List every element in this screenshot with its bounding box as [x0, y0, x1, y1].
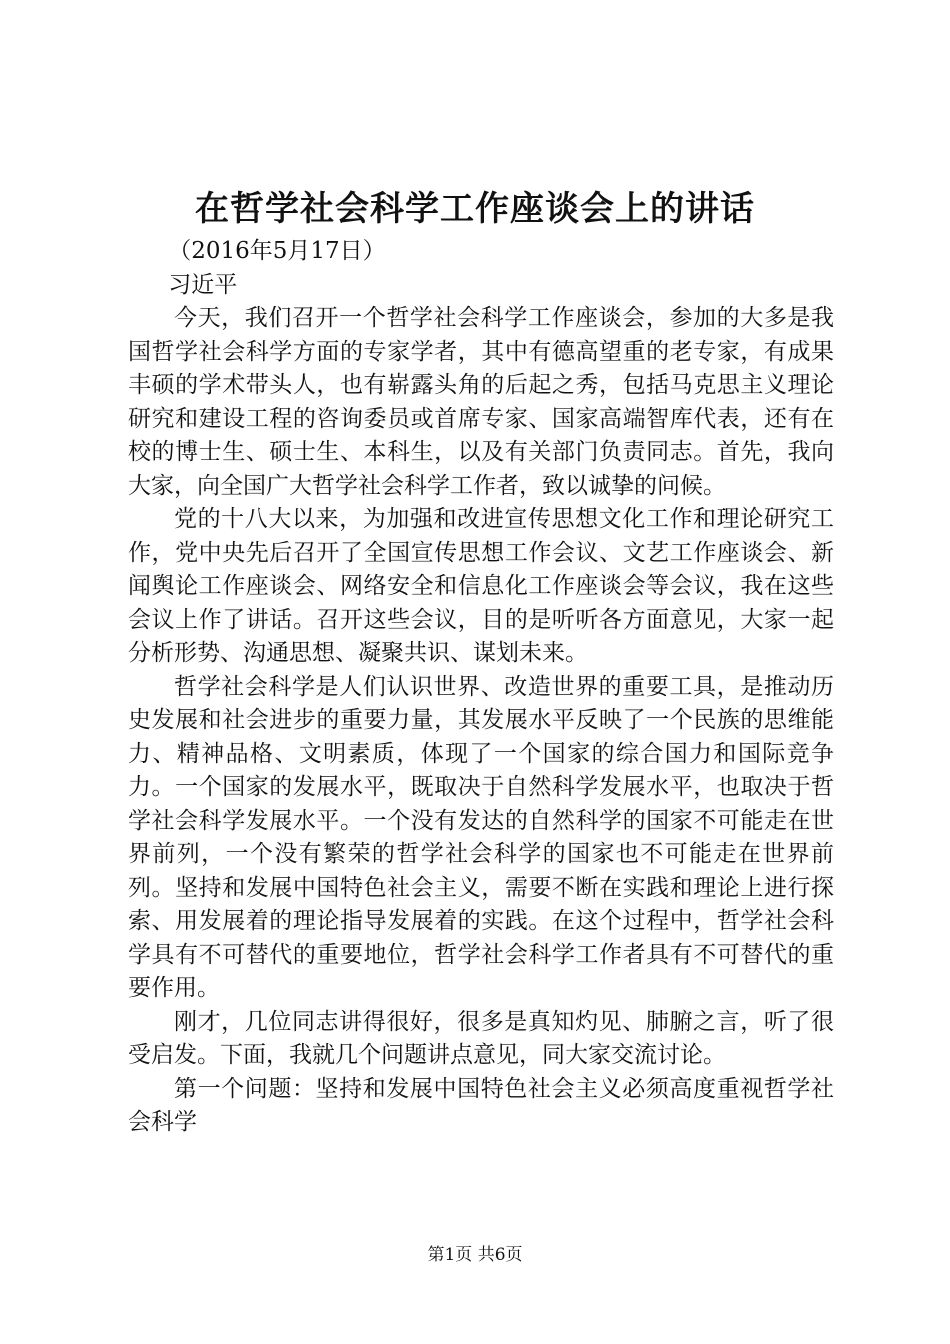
- section-heading-1: 第一个问题：坚持和发展中国特色社会主义必须高度重视哲学社会科学: [128, 1075, 834, 1135]
- paragraph-1: 今天，我们召开一个哲学社会科学工作座谈会，参加的大多是我国哲学社会科学方面的专家学者，其中有德高望重的老专家，有成果丰硕的学术带头人，也有崭露头角的后起之秀，包括马克思主义理论研究和建设工程的咨询委员或首席专家、国家高端智库代表，还有在校的博士生、硕士生、本科生，以及有关部门负责同志。首先，我向大家，向全国广大哲学社会科学工作者，致以诚挚的问候。: [128, 305, 834, 499]
- page-title: 在哲学社会科学工作座谈会上的讲话: [195, 189, 755, 229]
- page-footer: 第1页 共6页: [427, 1245, 523, 1265]
- paragraph-4: 刚才，几位同志讲得很好，很多是真知灼见、肺腑之言，听了很受启发。下面，我就几个问题讲点意见，同大家交流讨论。: [128, 1008, 834, 1068]
- paragraph-2: 党的十八大以来，为加强和改进宣传思想文化工作和理论研究工作，党中央先后召开了全国宣传思想工作会议、文艺工作座谈会、新闻舆论工作座谈会、网络安全和信息化工作座谈会等会议，我在这些会议上作了讲话。召开这些会议，目的是听听各方面意见，大家一起分析形势、沟通思想、凝聚共识、谋划未来。: [128, 506, 834, 666]
- speech-date: （2016年5月17日）: [168, 238, 386, 264]
- document-body: [128, 235, 834, 1140]
- speech-author: 习近平: [168, 271, 238, 298]
- paragraph-3: 哲学社会科学是人们认识世界、改造世界的重要工具，是推动历史发展和社会进步的重要力量，其发展水平反映了一个民族的思维能力、精神品格、文明素质，体现了一个国家的综合国力和国际竞争力。一个国家的发展水平，既取决于自然科学发展水平，也取决于哲学社会科学发展水平。一个没有发达的自然科学的国家不可能走在世界前列，一个没有繁荣的哲学社会科学的国家也不可能走在世界前列。坚持和发展中国特色社会主义，需要不断在实践和理论上进行探索、用发展着的理论指导发展着的实践。在这个过程中，哲学社会科学具有不可替代的重要地位，哲学社会科学工作者具有不可替代的重要作用。: [128, 673, 834, 1001]
